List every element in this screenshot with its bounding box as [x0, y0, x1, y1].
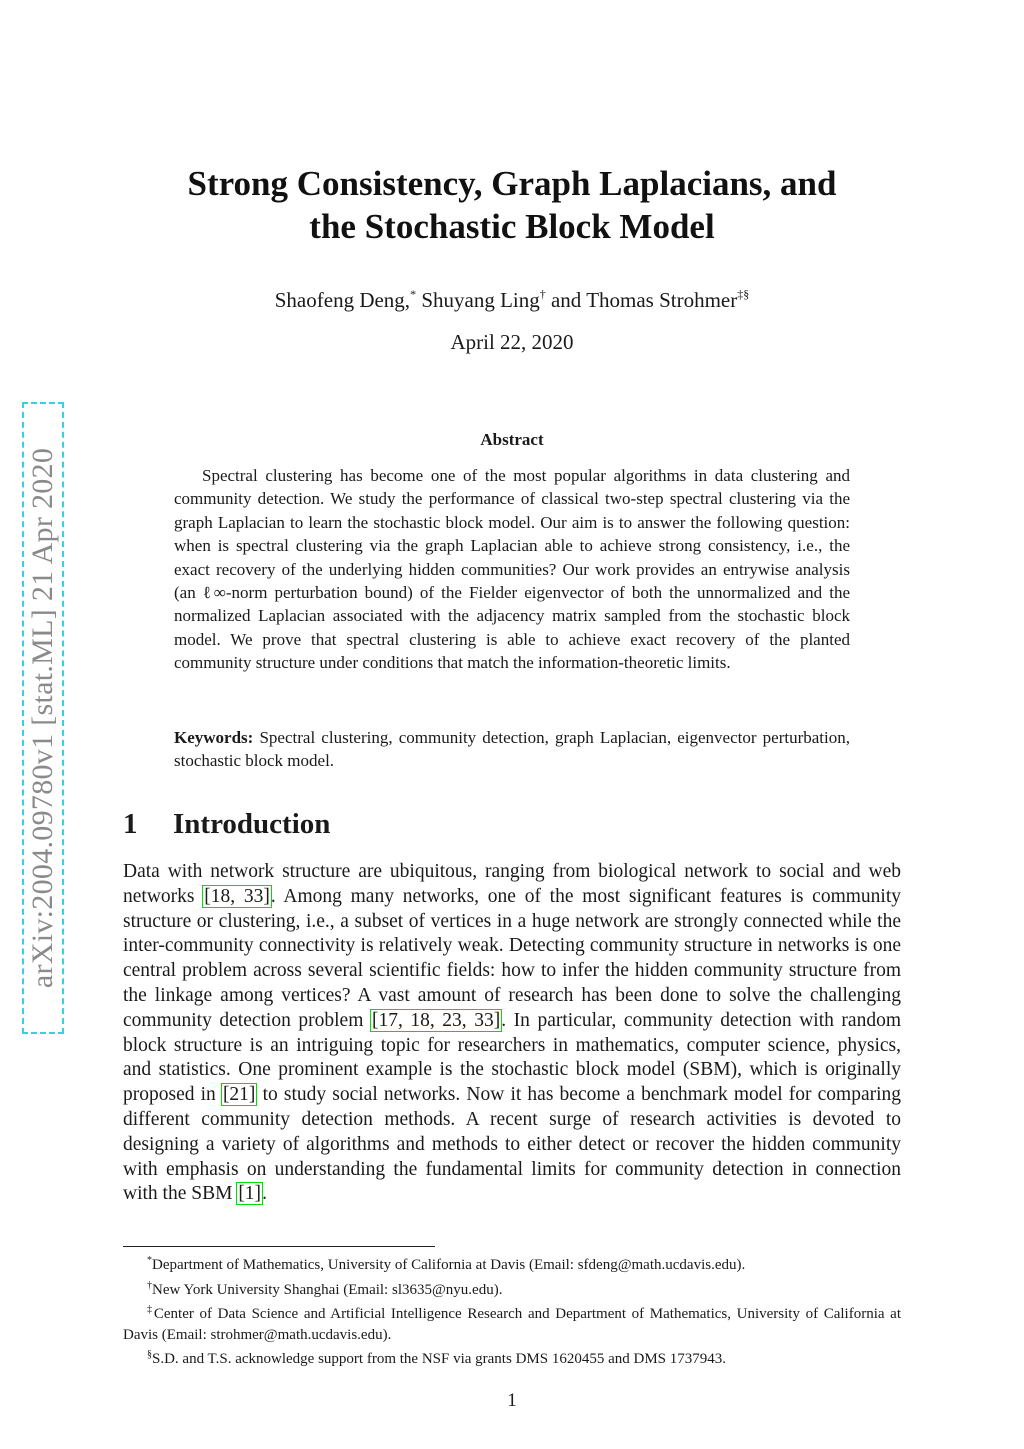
footnote-mark-2[interactable]: †: [539, 287, 546, 301]
section-heading-introduction: [123, 808, 330, 841]
author-list: [110, 280, 914, 314]
footnote-1: [123, 1251, 901, 1276]
page-number: 1: [507, 1390, 517, 1411]
author-strohmer: Thomas Strohmer: [586, 288, 738, 312]
footnote-text: New York University Shanghai (Email: sl3635@nyu.edu).: [152, 1281, 503, 1298]
title-line-2: the Stochastic Block Model: [309, 207, 715, 246]
citation-link[interactable]: [1]: [238, 1183, 262, 1205]
footnote-4: [123, 1345, 901, 1370]
arxiv-identifier-stamp[interactable]: [22, 402, 64, 1034]
footnote-divider: [123, 1246, 435, 1247]
paper-title: [110, 162, 914, 248]
arxiv-identifier-text: arXiv:2004.09780v1 [stat.ML] 21 Apr 2020: [26, 447, 59, 989]
intro-text: Data with network structure are ubiquitous, ranging from biological network to social and web networks: [123, 861, 901, 907]
keywords: [174, 726, 850, 773]
section-number: 1: [123, 808, 138, 840]
footnote-marker: §: [147, 1349, 152, 1360]
footnote-3: [123, 1300, 901, 1345]
intro-text: .: [262, 1183, 267, 1205]
citation-link[interactable]: [18, 33]: [204, 885, 270, 907]
citation-link[interactable]: [21]: [222, 1084, 256, 1106]
author-joiner: and: [550, 288, 582, 312]
intro-text: . In particular, community detection with random block structure is an intriguing topic for researchers in mathematics, computer science, physics, and statistics. One prominent example is the stochastic block model (SBM), which is originally proposed in: [123, 1009, 902, 1106]
section-title: Introduction: [173, 808, 331, 840]
author-deng: Shaofeng Deng,: [274, 288, 411, 312]
abstract-text: Spectral clustering has become one of the most popular algorithms in data clustering and community detection. We study the performance of classical two-step spectral clustering via the graph Laplacian to learn the stochastic block model. Our aim is to answer the following question: when is spectral clustering via the graph Laplacian able to achieve strong consistency, i.e., the exact recovery of the underlying hidden communities? Our work provides an entrywise analysis (an ℓ∞-norm perturbation bound) of the Fielder eigenvector of both the unnormalized and the normalized Laplacian associated with the adjacency matrix sampled from the stochastic block model. We prove that spectral clustering is able to achieve exact recovery of the planted community structure under conditions that match the information-theoretic limits.: [174, 466, 850, 673]
keywords-label: Keywords:: [174, 728, 254, 747]
paper-date: April 22, 2020: [450, 330, 574, 354]
footnote-text: Department of Mathematics, University of California at Davis (Email: sfdeng@math.ucdavis.edu).: [152, 1257, 746, 1273]
footnote-marker: *: [147, 1255, 152, 1266]
footnotes: [123, 1251, 901, 1370]
footnote-text: Center of Data Science and Artificial Intelligence Research and Department of Mathematics, University of California at Davis (Email: strohmer@math.ucdavis.edu).: [123, 1306, 901, 1343]
title-line-1: Strong Consistency, Graph Laplacians, and: [187, 164, 837, 203]
intro-text: to study social networks. Now it has become a benchmark model for comparing different community detection methods. A recent surge of research activities is devoted to designing a variety of algorithms and methods to either detect or recover the hidden community with emphasis on understanding the fundamental limits for community detection in connection with the SBM: [123, 1084, 902, 1205]
footnote-marker: †: [147, 1279, 152, 1291]
author-ling: Shuyang Ling: [421, 288, 540, 312]
footnote-mark-1[interactable]: *: [410, 287, 417, 301]
keywords-text: Spectral clustering, community detection, graph Laplacian, eigenvector perturbation, stochastic block model.: [174, 728, 850, 771]
footnote-text: S.D. and T.S. acknowledge support from the NSF via grants DMS 1620455 and DMS 1737943.: [152, 1351, 726, 1367]
citation-link[interactable]: [17, 18, 23, 33]: [371, 1009, 501, 1031]
footnote-2: [123, 1276, 901, 1301]
intro-text: . Among many networks, one of the most significant features is community structure or clustering, i.e., a subset of vertices in a huge network are strongly connected while the inter-community connectivity is relatively weak. Detecting community structure in networks is one central problem across several scientific fields: how to infer the hidden community structure from the linkage among vertices? A vast amount of research has been done to solve the challenging community detection problem: [123, 885, 901, 1031]
footnote-mark-3[interactable]: ‡§: [737, 287, 750, 301]
abstract-heading: Abstract: [480, 430, 544, 449]
footnote-marker: ‡: [147, 1304, 154, 1315]
introduction-paragraph: [123, 860, 901, 1207]
